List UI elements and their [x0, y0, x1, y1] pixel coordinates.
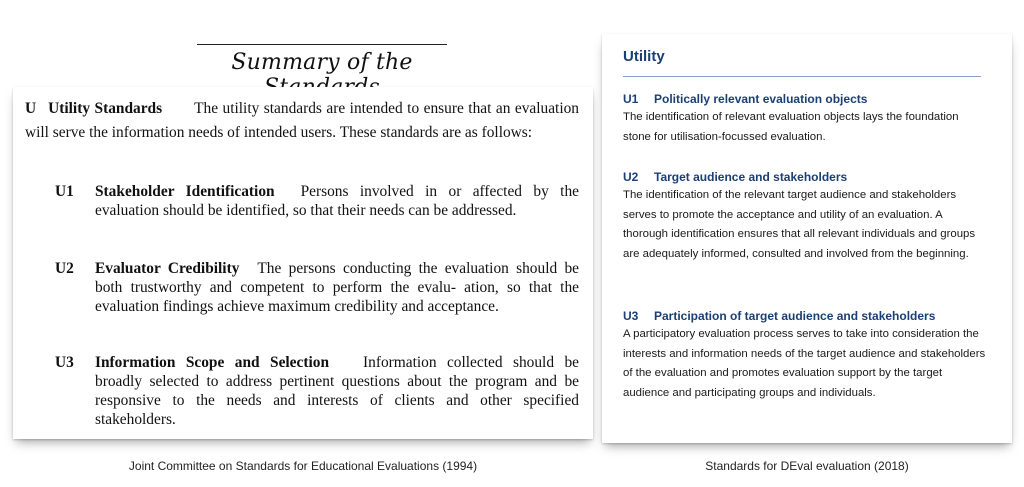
left-document-card: [13, 87, 593, 439]
standard-text: The persons conducting the evaluation should be both trustworthy and competent to perform the evalu- ation, so that the evaluation findings achieve maximum credibility and acceptance.: [95, 260, 579, 315]
section-text: The identification of relevant evaluation objects lays the foundation stone for utilisation-focussed evaluation.: [623, 111, 959, 143]
standard-text: Persons involved in or affected by the evaluation should be identified, so that their needs can be addressed.: [95, 183, 579, 219]
left-caption: Joint Committee on Standards for Educational Evaluations (1994): [128, 459, 478, 473]
standard-title: Information Scope and Selection: [95, 354, 330, 371]
utility-heading: Utility: [623, 48, 665, 65]
section-code: U1: [623, 92, 639, 106]
standard-title: Evaluator Credibility: [95, 260, 240, 277]
deval-standard-u3: [623, 307, 988, 403]
standard-body: [95, 182, 579, 220]
right-caption: Standards for DEval evaluation (2018): [705, 459, 909, 473]
standard-title: Stakeholder Identification: [95, 183, 275, 200]
heading-rule: [623, 76, 981, 77]
deval-standard-u2: [623, 168, 988, 264]
intro-heading: Utility Standards: [48, 100, 163, 117]
section-heading: [623, 90, 988, 108]
standard-code: U2: [55, 260, 74, 277]
section-text: The identification of the relevant target audience and stakeholders serves to promote the acceptance and utility of an evaluation. A thorough identification ensures that all relevant individuals and groups are adequately informed, consulted and involved from the beginning.: [623, 189, 976, 260]
section-code: U2: [623, 170, 639, 184]
section-heading: [623, 168, 988, 186]
section-code: U3: [623, 309, 639, 323]
standard-body: [95, 259, 579, 316]
section-text: A participatory evaluation process serves to take into consideration the interests and information needs of the target audience and stakeholders of the evaluation and promotes evaluation support by the target audience and participating groups and individuals.: [623, 328, 986, 399]
utility-standards-intro: [25, 97, 579, 145]
standard-body: [95, 353, 579, 429]
deval-standard-u1: [623, 90, 988, 147]
section-title: Politically relevant evaluation objects: [654, 92, 868, 106]
intro-code: U: [25, 100, 37, 117]
standard-code: U3: [55, 354, 74, 371]
right-document-card: [602, 34, 1012, 443]
intro-text: The utility standards are intended to ensure that an evaluation will serve the information needs of intended users. These standards are as follows:: [25, 100, 580, 141]
section-title: Target audience and stakeholders: [654, 170, 848, 184]
section-heading: [623, 307, 988, 325]
left-page-title: Summary of the: [231, 50, 413, 75]
section-title: Participation of target audience and stakeholders: [654, 309, 936, 323]
standard-code: U1: [55, 183, 74, 200]
standard-text: Information collected should be broadly selected to address pertinent questions about the program and be responsive to the needs and interests of clients and other specified stakeholders.: [95, 354, 579, 428]
